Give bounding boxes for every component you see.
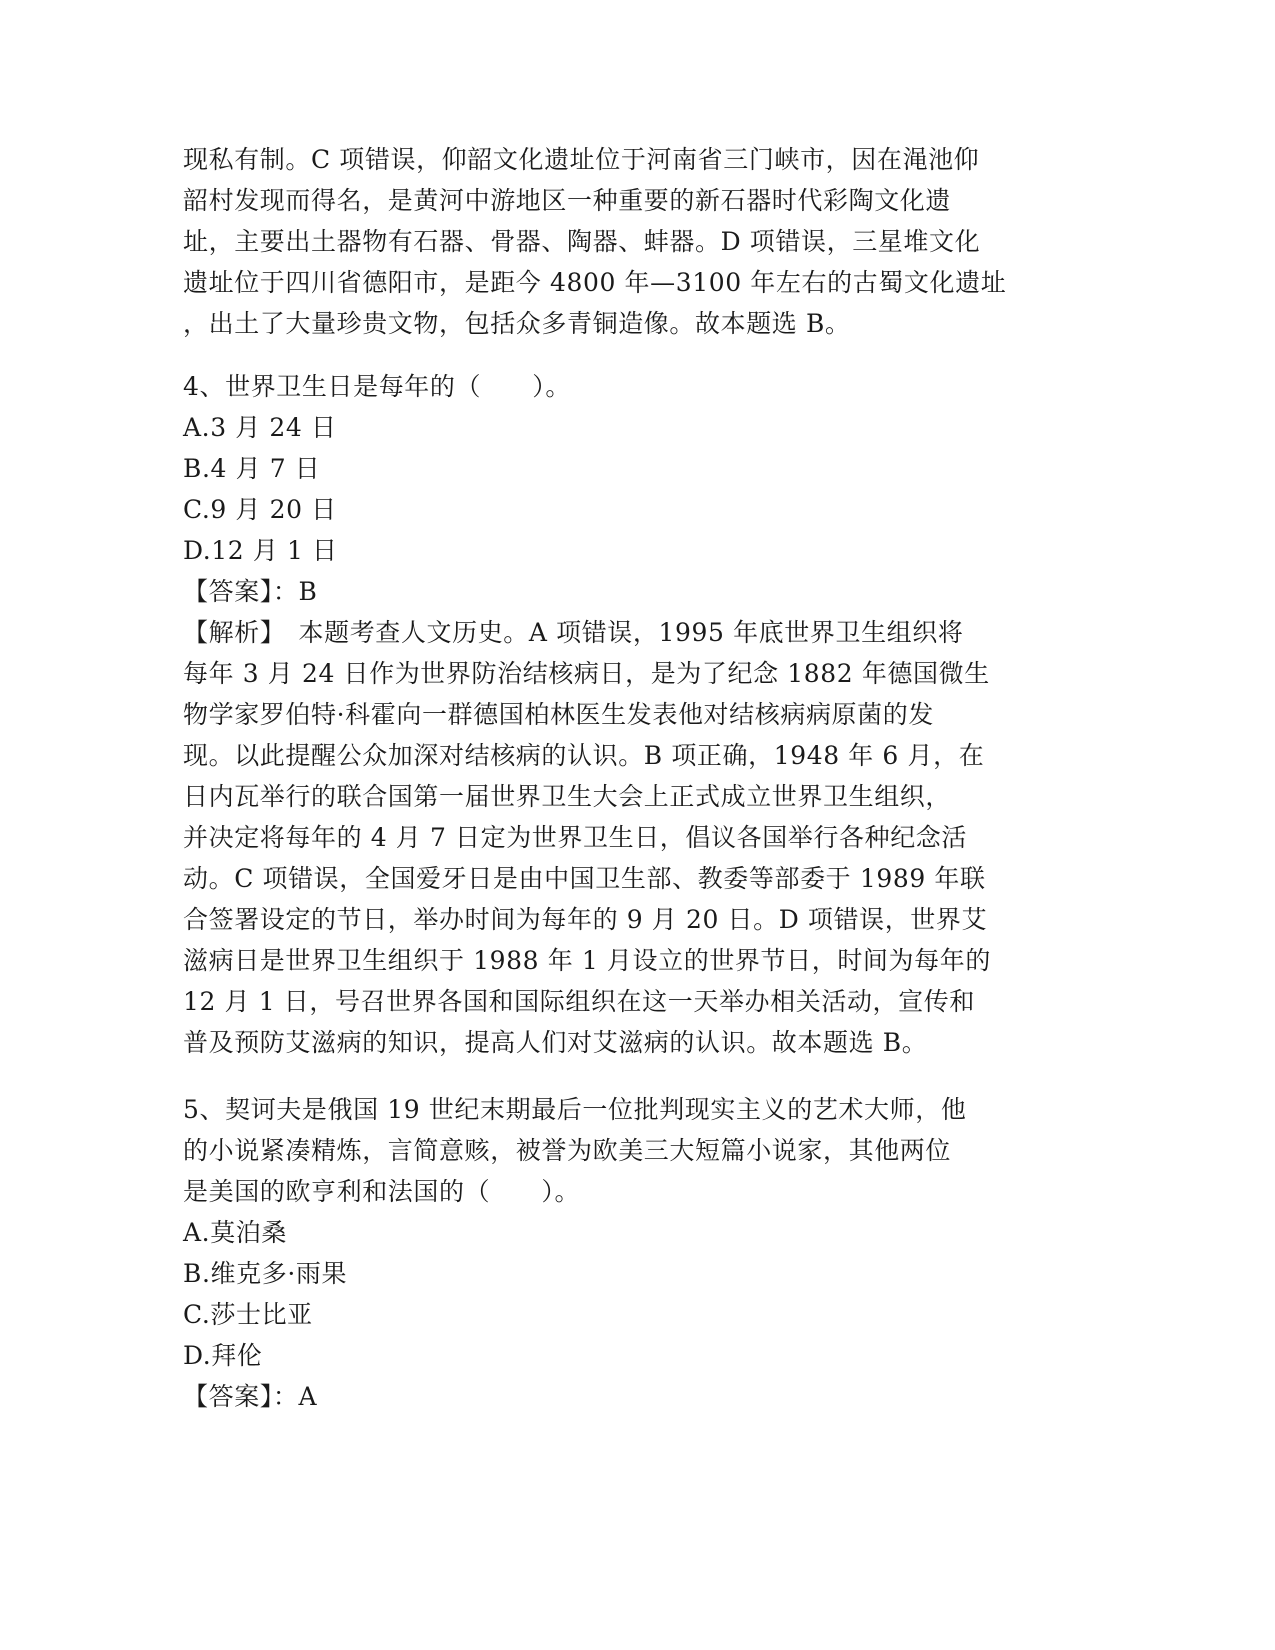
explanation-line: 韶村发现而得名，是黄河中游地区一种重要的新石器时代彩陶文化遗 bbox=[183, 186, 952, 215]
question-4-explanation-line: 并决定将每年的 4 月 7 日定为世界卫生日，倡议各国举行各种纪念活 bbox=[183, 823, 968, 852]
question-5-stem-line: 是美国的欧亨利和法国的（ ）。 bbox=[183, 1177, 581, 1206]
question-4-explanation-line: 滋病日是世界卫生组织于 1988 年 1 月设立的世界节日，时间为每年的 bbox=[183, 946, 991, 975]
question-4-explanation-line: 【解析】 本题考查人文历史。A 项错误，1995 年底世界卫生组织将 bbox=[183, 618, 964, 647]
question-5-option-c: C.莎士比亚 bbox=[183, 1300, 313, 1329]
question-4-explanation-line: 现。以此提醒公众加深对结核病的认识。B 项正确，1948 年 6 月，在 bbox=[183, 741, 985, 770]
question-5-option-b: B.维克多·雨果 bbox=[183, 1259, 348, 1288]
question-5-option-a: A.莫泊桑 bbox=[183, 1218, 288, 1247]
question-4-option-c: C.9 月 20 日 bbox=[183, 495, 337, 524]
question-4-explanation-line: 动。C 项错误，全国爱牙日是由中国卫生部、教委等部委于 1989 年联 bbox=[183, 864, 986, 893]
question-4-stem: 4、世界卫生日是每年的（ ）。 bbox=[183, 372, 572, 401]
question-4-explanation-line: 合签署设定的节日，举办时间为每年的 9 月 20 日。D 项错误，世界艾 bbox=[183, 905, 988, 934]
question-5-stem-line: 的小说紧凑精炼，言简意赅，被誉为欧美三大短篇小说家，其他两位 bbox=[183, 1136, 952, 1165]
question-4-explanation-line: 每年 3 月 24 日作为世界防治结核病日，是为了纪念 1882 年德国微生 bbox=[183, 659, 990, 688]
question-4-explanation-line: 日内瓦举行的联合国第一届世界卫生大会上正式成立世界卫生组织， bbox=[183, 782, 952, 811]
explanation-line: 址，主要出土器物有石器、骨器、陶器、蚌器。D 项错误，三星堆文化 bbox=[183, 227, 981, 256]
question-5-stem-line: 5、契诃夫是俄国 19 世纪末期最后一位批判现实主义的艺术大师，他 bbox=[183, 1095, 967, 1124]
question-5-option-d: D.拜伦 bbox=[183, 1341, 263, 1370]
question-4-explanation-line: 物学家罗伯特·科霍向一群德国柏林医生发表他对结核病病原菌的发 bbox=[183, 700, 934, 729]
question-4-explanation-line: 12 月 1 日，号召世界各国和国际组织在这一天举办相关活动，宣传和 bbox=[183, 987, 975, 1016]
explanation-line: ，出土了大量珍贵文物，包括众多青铜造像。故本题选 B。 bbox=[183, 309, 851, 338]
question-5-answer: 【答案】：A bbox=[183, 1382, 318, 1411]
question-4-option-d: D.12 月 1 日 bbox=[183, 536, 338, 565]
question-4-option-a: A.3 月 24 日 bbox=[183, 413, 337, 442]
question-4-answer: 【答案】：B bbox=[183, 577, 318, 606]
explanation-line: 遗址位于四川省德阳市，是距今 4800 年—3100 年左右的古蜀文化遗址 bbox=[183, 268, 1007, 297]
explanation-line: 现私有制。C 项错误，仰韶文化遗址位于河南省三门峡市，因在渑池仰 bbox=[183, 145, 980, 174]
question-4-explanation-line: 普及预防艾滋病的知识，提高人们对艾滋病的认识。故本题选 B。 bbox=[183, 1028, 928, 1057]
question-4-option-b: B.4 月 7 日 bbox=[183, 454, 321, 483]
